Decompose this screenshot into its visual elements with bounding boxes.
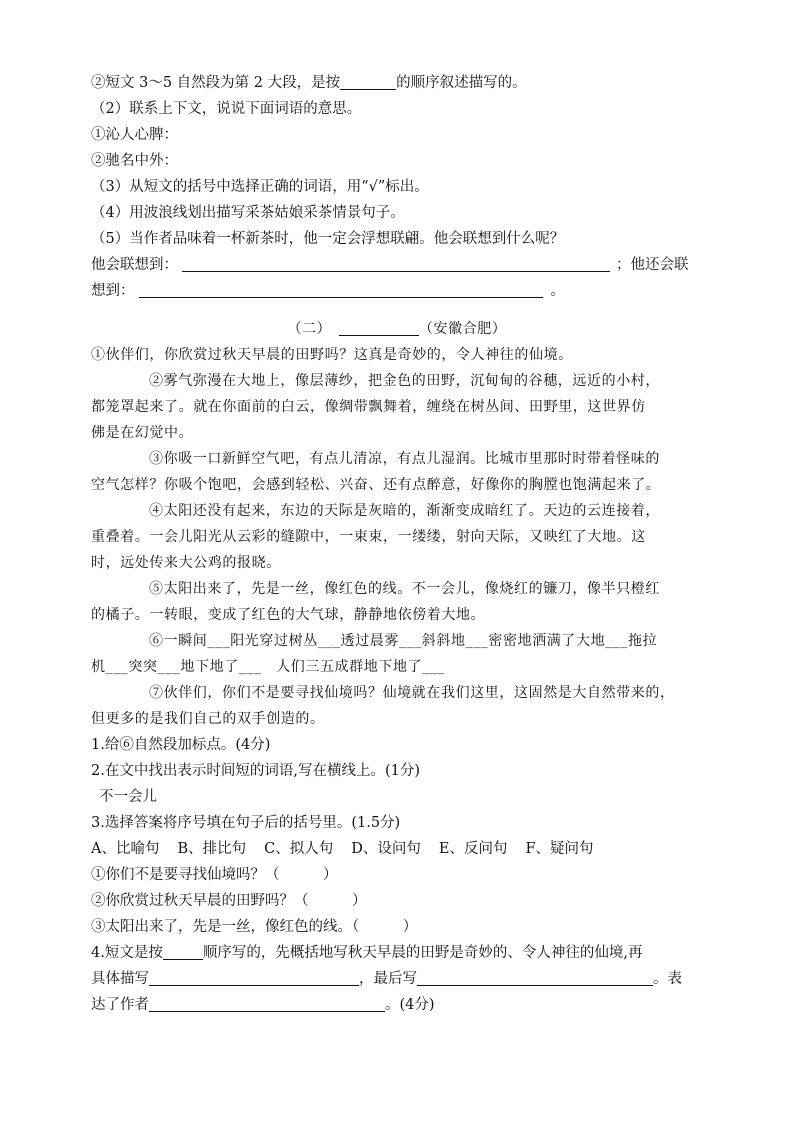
answer-blank[interactable] [139, 279, 543, 298]
q1-line-associate: （5）当作者品味着一杯新茶时，他一定会浮想联翩。他会联想到什么呢？ [91, 231, 565, 247]
answer-blank[interactable] [163, 941, 203, 960]
answer-blank[interactable] [149, 993, 385, 1012]
question-4-line-2: 具体描写 ，最后写 。表 [91, 966, 703, 992]
q1-line-meaning: （2）联系上下文，说说下面词语的意思。 [91, 101, 362, 117]
question-3-sentence-1: ①你们不是要寻找仙境吗？（ ） [91, 867, 338, 883]
passage-paragraph-5-cont: 的橘子。一转眼，变成了红色的大气球，静静地依傍着大地。 [91, 607, 486, 623]
question-3-options [91, 836, 703, 862]
option-b: B、排比句 [177, 841, 247, 857]
option-e: E、反问句 [438, 841, 508, 857]
question-3: 3.选择答案将序号填在句子后的括号里。(1.5分) [91, 815, 401, 831]
q1-line-wavy: （4）用波浪线划出描写采茶姑娘采茶情景句子。 [91, 205, 405, 221]
q1-line-associate-answer1: 他会联想到： ；他还会联 [91, 252, 703, 278]
answer-blank[interactable] [417, 967, 653, 986]
passage-paragraph-3-cont: 空气怎样？你吸个饱吧，会感到轻松、兴奋、还有点醉意，好像你的胸膛也饱满起来了。 [91, 477, 661, 493]
q1-line-associate-answer2: 想到： 。 [91, 278, 703, 304]
option-c: C、拟人句 [264, 841, 334, 857]
answer-blank[interactable] [182, 253, 610, 272]
passage-paragraph-2-cont: 佛是在幻觉中。 [91, 425, 194, 441]
q1-line-select: （3）从短文的括号中选择正确的词语，用“√”标出。 [91, 179, 429, 195]
answer-blank[interactable] [340, 71, 396, 90]
worksheet-page [91, 70, 703, 1018]
question-2-answer: 不一会儿 [99, 789, 157, 805]
section-heading: （二） （安徽合肥） [91, 316, 703, 342]
passage-paragraph-5: ⑤太阳出来了，先是一丝，像红色的线。不一会儿，像烧红的镰刀，像半只橙红 [149, 581, 660, 597]
question-1: 1.给⑥自然段加标点。(4分) [91, 737, 271, 753]
question-3-sentence-3: ③太阳出来了，先是一丝，像红色的线。（ ） [91, 919, 418, 935]
passage-paragraph-4-cont: 重叠着。一会儿阳光从云彩的缝隙中，一束束，一缕缕，射向天际，又映红了大地。这 [91, 529, 646, 545]
option-d: D、设问句 [351, 841, 421, 857]
passage-paragraph-2: ②雾气弥漫在大地上，像层薄纱，把金色的田野，沉甸甸的谷穗，远近的小村， [149, 373, 660, 389]
title-blank[interactable] [339, 317, 419, 336]
q1-line-word2: ②驰名中外： [91, 153, 178, 169]
passage-paragraph-7: ⑦伙伴们，你们不是要寻找仙境吗？仙境就在我们这里，这固然是大自然带来的， [149, 685, 675, 701]
passage-paragraph-7-cont: 但更多的是我们自己的双手创造的。 [91, 711, 325, 727]
option-f: F、疑问句 [525, 841, 594, 857]
passage-paragraph-4-cont: 时，远处传来大公鸡的报晓。 [91, 555, 281, 571]
answer-blank[interactable] [149, 967, 359, 986]
question-3-sentence-2: ②你欣赏过秋天早晨的田野吗？（ ） [91, 893, 367, 909]
spacer [91, 304, 703, 316]
option-a: A、比喻句 [91, 841, 160, 857]
question-2: 2.在文中找出表示时间短的词语,写在横线上。(1分) [91, 763, 420, 779]
passage-paragraph-6-cont: 机___突突___地下地了___ 人们三五成群地下地了___ [91, 659, 445, 675]
passage-paragraph-4: ④太阳还没有起来，东边的天际是灰暗的，渐渐变成暗红了。天边的云连接着， [149, 503, 660, 519]
passage-paragraph-1: ①伙伴们，你欣赏过秋天早晨的田野吗？这真是奇妙的，令人神往的仙境。 [91, 347, 573, 363]
passage-paragraph-2-cont: 都笼罩起来了。就在你面前的白云，像绸带飘舞着，缠绕在树丛间、田野里，这世界仿 [91, 399, 646, 415]
question-4-line-3: 达了作者 。(4分) [91, 992, 703, 1018]
passage-paragraph-3: ③你吸一口新鲜空气吧，有点儿清凉，有点儿湿润。比城市里那时时带着怪味的 [149, 451, 660, 467]
q1-line-word1: ①沁人心脾： [91, 127, 178, 143]
question-4-line-1: 4.短文是按 顺序写的，先概括地写秋天早晨的田野是奇妙的、令人神往的仙境,再 [91, 940, 703, 966]
passage-paragraph-6: ⑥一瞬间___阳光穿过树丛___透过晨雾___斜斜地___密密地洒满了大地___拖拉 [149, 633, 658, 649]
q1-line-order: ②短文 3～5 自然段为第 2 大段，是按 的顺序叙述描写的。 [91, 70, 703, 96]
